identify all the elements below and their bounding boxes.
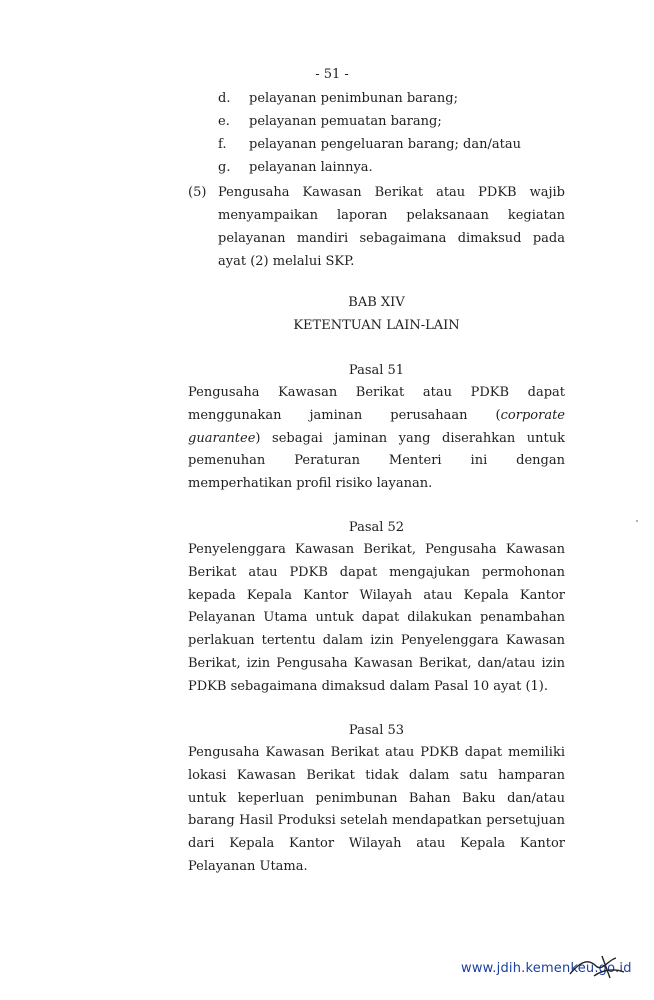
ayat-text: Pengusaha Kawasan Berikat atau PDKB wajib menyampaikan laporan pelaksanaan kegiatan pelayanan mandiri sebagaimana dimaksud pada ayat (2) melalui SKP. xyxy=(218,185,565,269)
watermark-link[interactable]: www.jdih.kemenkeu.go.id xyxy=(461,961,632,976)
pasal-53-text: Pengusaha Kawasan Berikat atau PDKB dapat memiliki lokasi Kawasan Berikat tidak dalam satu hamparan untuk keperluan penimbunan Bahan Baku dan/atau barang Hasil Produksi setelah mendapatkan persetujuan dari Kepala Kantor Wilayah atau Kepala Kantor Pelayanan Utama. xyxy=(188,745,565,874)
page-number: - 51 - xyxy=(315,67,349,82)
list-item-f: f. pelayanan pengeluaran barang; dan/atau xyxy=(218,137,521,152)
pasal-52-text: Penyelenggara Kawasan Berikat, Pengusaha Kawasan Berikat atau PDKB dapat mengajukan permohonan kepada Kepala Kantor Wilayah atau Kepala Kantor Pelayanan Utama untuk dapat dilakukan penambahan perlakuan tertentu dalam izin Penyelenggara Kawasan Berikat, izin Pengusaha Kawasan Berikat, dan/atau izin PDKB sebagaimana dimaksud dalam Pasal 10 ayat (1). xyxy=(188,542,565,694)
list-item-e: e. pelayanan pemuatan barang; xyxy=(218,114,442,129)
chapter-title: BAB XIV xyxy=(348,295,405,310)
pasal-53-heading: Pasal 53 xyxy=(348,723,405,738)
pasal-51-heading: Pasal 51 xyxy=(348,363,405,378)
chapter-subtitle: KETENTUAN LAIN-LAIN xyxy=(293,318,460,333)
signature-mark-icon xyxy=(566,952,626,982)
scan-speck xyxy=(636,520,638,522)
list-item-d: d. pelayanan penimbunan barang; xyxy=(218,91,458,106)
ayat-5 xyxy=(188,181,565,273)
ayat-number: (5) xyxy=(188,185,207,200)
pasal-52-heading: Pasal 52 xyxy=(348,520,405,535)
pasal-51-text: Pengusaha Kawasan Berikat atau PDKB dapat menggunakan jaminan perusahaan (corporate guarantee) sebagai jaminan yang diserahkan untuk pemenuhan Peraturan Menteri ini dengan memperhatikan profil risiko layanan. xyxy=(188,385,565,492)
list-item-g: g. pelayanan lainnya. xyxy=(218,160,373,175)
